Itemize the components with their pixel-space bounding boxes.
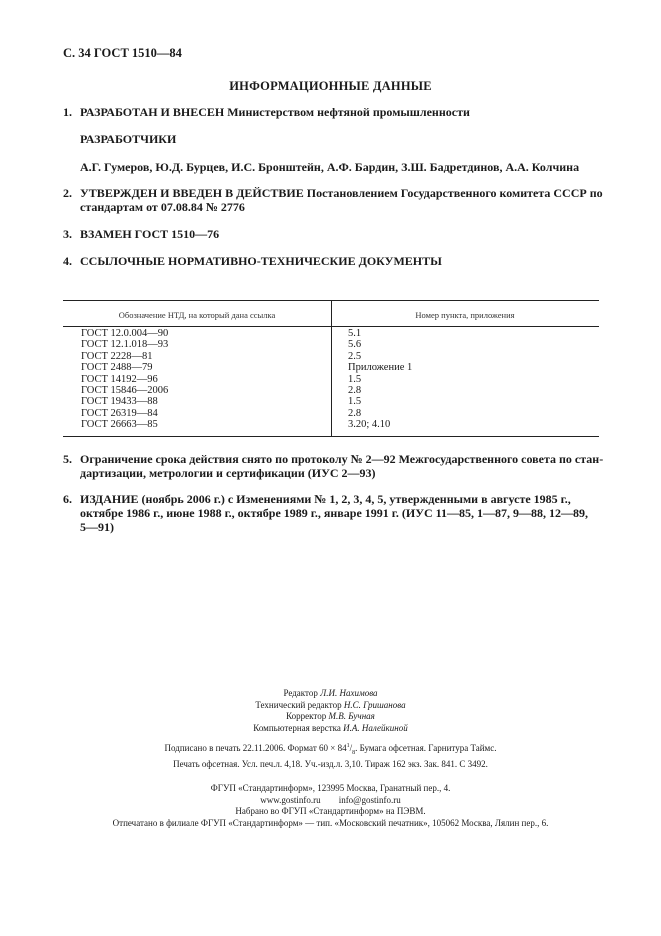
table-column-ntd: [81, 328, 168, 431]
section-5-text: Ограничение срока действия снято по протоколу № 2—92 Межгосударственного совета по стан-: [80, 452, 604, 466]
table-cell-clause: 5.1: [348, 328, 362, 339]
section-6-continuation-2: 5—91): [80, 520, 114, 534]
publisher-email-link[interactable]: info@gostinfo.ru: [338, 794, 401, 805]
page-title: ИНФОРМАЦИОННЫЕ ДАННЫЕ: [229, 79, 432, 93]
publisher-typeset: Набрано во ФГУП «Стандартинформ» на ПЭВМ.: [235, 806, 426, 816]
section-2-continuation: стандартам от 07.08.84 № 2776: [80, 200, 245, 214]
page-header: С. 34 ГОСТ 1510—84: [63, 46, 182, 60]
publisher-info: [0, 783, 661, 829]
table-cell-clause: 1.5: [348, 373, 362, 385]
table-cell-clause: 5.6: [348, 339, 362, 351]
section-4: [63, 254, 442, 269]
table-cell-clause: 1.5: [348, 396, 362, 408]
developers-list: А.Г. Гумеров, Ю.Д. Бурцев, И.С. Бронштейн, А.Ф. Бардин, З.Ш. Бадретдинов, А.А. Колчина: [80, 160, 580, 174]
section-6-number: 6.: [63, 492, 72, 506]
credit-editor: Редактор Л.И. Нахимова: [283, 688, 378, 698]
publisher-printed: Отпечатано в филиале ФГУП «Стандартинформ» — тип. «Московский печатник», 105062 Москва, Лялин пер., 6.: [112, 817, 549, 828]
table-header-ntd: Обозначение НТД, на который дана ссылка: [118, 310, 276, 320]
section-5: [63, 452, 603, 467]
table-cell-ntd: ГОСТ 12.0.004—90: [81, 328, 169, 339]
credit-proofreader: Корректор М.В. Бучная: [286, 711, 375, 721]
section-1-number: 1.: [63, 105, 72, 119]
table-cell-ntd: ГОСТ 14192—96: [81, 373, 158, 385]
table-cell-clause: 2.5: [348, 350, 362, 362]
section-6-text: (ноябрь 2006 г.) с Изменениями № 1, 2, 3, 4, 5, утвержденными в августе 1985 г.,: [138, 492, 571, 506]
table-column-divider: [331, 300, 332, 436]
print-info-line-2: Печать офсетная. Усл. печ.л. 4,18. Уч.-изд.л. 3,10. Тираж 162 экз. Зак. 841. С 3492.: [173, 759, 488, 770]
section-1: [63, 105, 470, 120]
table-cell-clause: 2.8: [348, 407, 362, 419]
print-info-line-1: Подписано в печать 22.11.2006. Формат $60 \times 84^1/_8$. Бумага офсетная. Гарнитура Таймс.: [164, 743, 497, 756]
table-cell-clause: 3.20; 4.10: [348, 419, 391, 431]
table-cell-clause: Приложение 1: [348, 362, 413, 374]
section-5-continuation: дартизации, метрологии и сертификации (ИУС 2—93): [80, 466, 376, 480]
table-column-clause: [348, 328, 412, 431]
section-5-number: 5.: [63, 452, 72, 466]
reference-table: [63, 300, 599, 436]
section-2-number: 2.: [63, 186, 72, 200]
section-4-lead: ССЫЛОЧНЫЕ НОРМАТИВНО-ТЕХНИЧЕСКИЕ ДОКУМЕНТЫ: [80, 254, 442, 268]
section-3: [63, 227, 219, 242]
table-cell-ntd: ГОСТ 12.1.018—93: [81, 339, 169, 351]
section-6-lead: ИЗДАНИЕ: [80, 492, 139, 506]
table-cell-ntd: ГОСТ 26319—84: [81, 407, 158, 419]
table-cell-clause: 2.8: [348, 385, 362, 397]
credit-tech-editor: Технический редактор Н.С. Гришанова: [255, 699, 406, 710]
section-3-number: 3.: [63, 227, 72, 241]
section-2-text: Постановлением Государственного комитета СССР по: [303, 186, 603, 200]
table-cell-ntd: ГОСТ 26663—85: [81, 419, 158, 431]
section-6: [63, 492, 571, 507]
section-1-text: Министерством нефтяной промышленности: [224, 105, 470, 119]
editorial-credits: [0, 688, 661, 734]
credit-layout: Компьютерная верстка И.А. Налейкиной: [253, 722, 408, 733]
publisher-web: [0, 795, 661, 807]
section-1-lead: РАЗРАБОТАН И ВНЕСЕН: [80, 105, 225, 119]
table-cell-ntd: ГОСТ 2488—79: [81, 362, 153, 374]
section-4-number: 4.: [63, 254, 72, 268]
table-cell-ntd: ГОСТ 15846—2006: [81, 385, 169, 397]
developers-label: РАЗРАБОТЧИКИ: [80, 132, 177, 146]
section-3-lead: ВЗАМЕН ГОСТ 1510—76: [80, 227, 220, 241]
table-header-clause: Номер пункта, приложения: [415, 310, 515, 320]
print-info: [0, 741, 661, 771]
publisher-address: ФГУП «Стандартинформ», 123995 Москва, Гранатный пер., 4.: [210, 783, 451, 793]
table-bottom-border: [63, 436, 599, 437]
table-cell-ntd: ГОСТ 19433—88: [81, 396, 158, 408]
section-2-lead: УТВЕРЖДЕН И ВВЕДЕН В ДЕЙСТВИЕ: [80, 186, 304, 200]
section-2: [63, 186, 603, 201]
publisher-website-link[interactable]: www.gostinfo.ru: [260, 794, 321, 805]
section-6-continuation: октябре 1986 г., июне 1988 г., октябре 1989 г., январе 1991 г. (ИУС 11—85, 1—87, 9—88, 12—89,: [80, 506, 589, 520]
table-cell-ntd: ГОСТ 2228—81: [81, 350, 153, 362]
